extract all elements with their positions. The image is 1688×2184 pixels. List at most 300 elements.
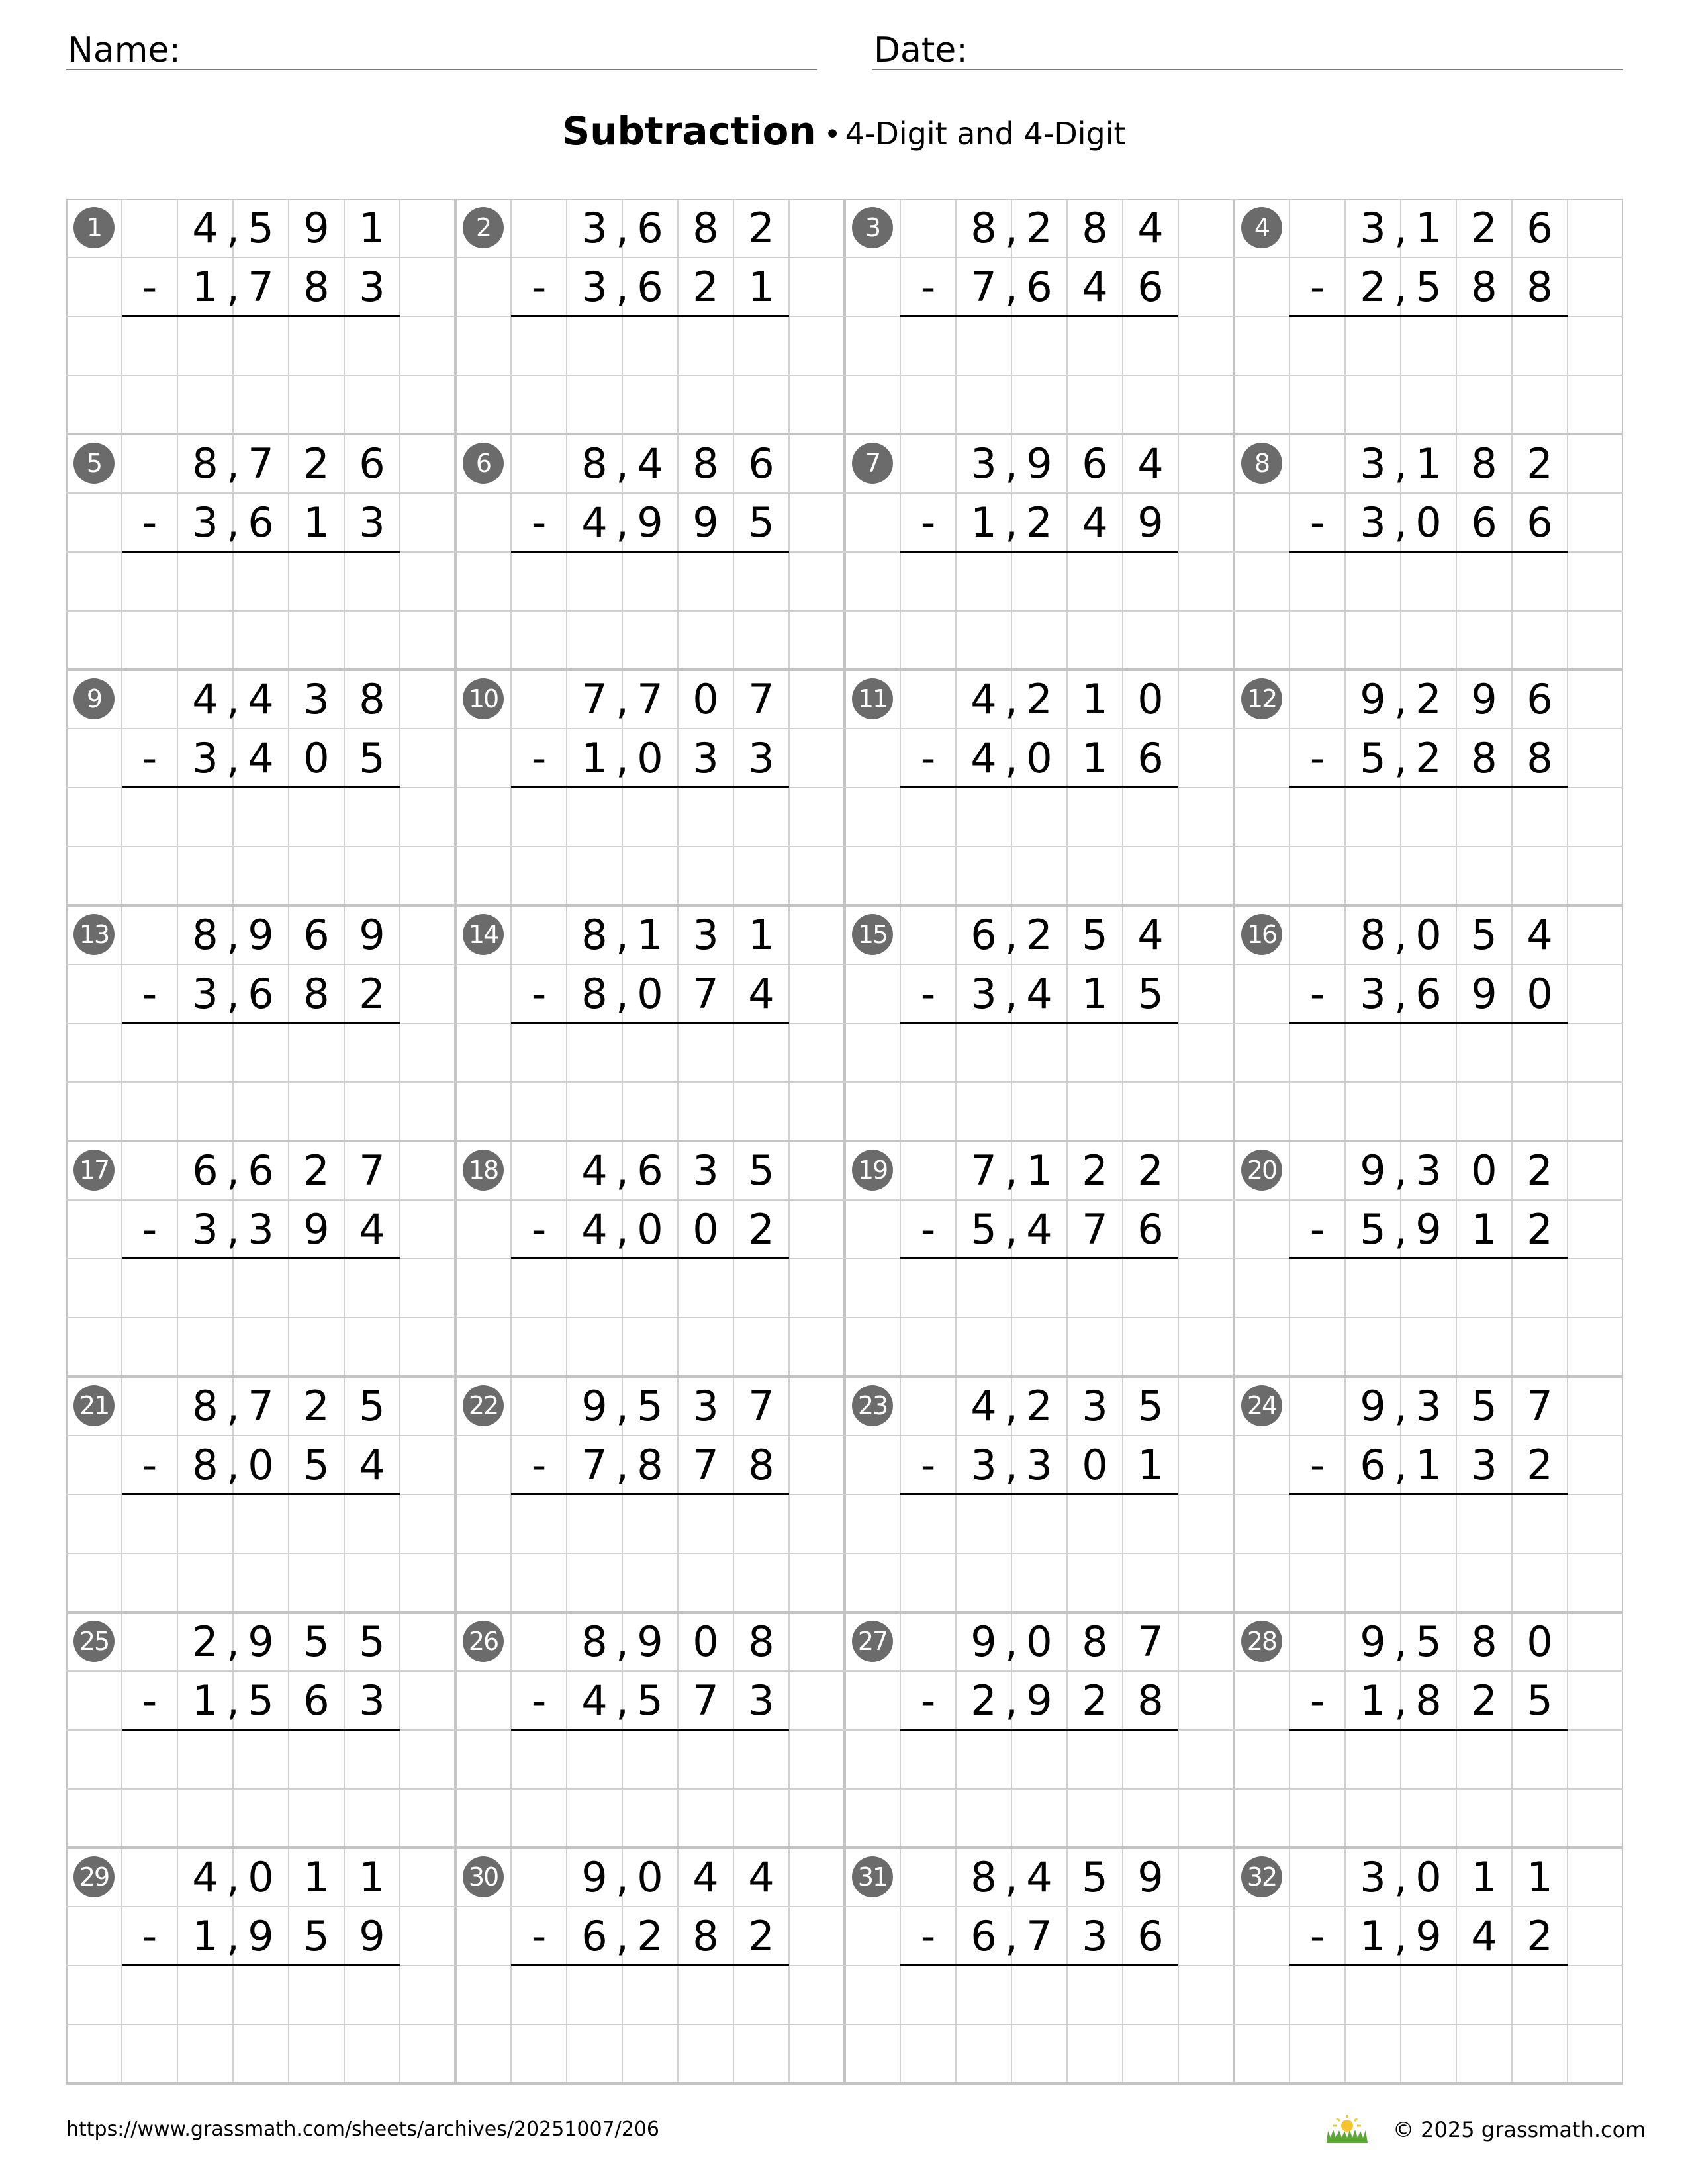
subtrahend-digit: 3 — [359, 1676, 385, 1725]
subtrahend-digit: 8 — [1415, 1676, 1442, 1725]
subtrahend-digit: 3 — [1360, 970, 1386, 1018]
subtrahend-digit: 4 — [581, 1205, 608, 1253]
minuend-digit: 4 — [637, 439, 663, 488]
minuend-digit: 6 — [248, 1146, 274, 1195]
minus-operator: - — [920, 734, 936, 782]
minuend-digit: 3 — [1360, 439, 1386, 488]
minuend-digit: 6 — [1082, 439, 1108, 488]
problem-number-badge: 14 — [463, 914, 504, 955]
problem-number-badge: 29 — [73, 1856, 115, 1897]
subtrahend-digit: 5 — [303, 1912, 330, 1960]
answer-line — [900, 1022, 1178, 1024]
answer-line — [511, 1964, 789, 1966]
minuend-digit: 9 — [1360, 1382, 1386, 1430]
minuend-digit: 7 — [248, 1382, 274, 1430]
subtrahend-comma: , — [226, 1441, 240, 1489]
minuend-comma: , — [1005, 675, 1018, 723]
problem-number-badge: 6 — [463, 443, 504, 484]
minuend-digit: 5 — [748, 1146, 774, 1195]
subtrahend-digit: 3 — [1471, 1441, 1497, 1489]
minuend-digit: 0 — [637, 1853, 663, 1901]
worksheet-title — [0, 105, 1688, 161]
minuend-digit: 6 — [1526, 675, 1553, 723]
subtrahend-digit: 6 — [1471, 498, 1497, 547]
subtrahend-digit: 3 — [1360, 498, 1386, 547]
subtrahend-digit: 1 — [303, 498, 330, 547]
subtrahend-digit: 3 — [748, 734, 774, 782]
minuend-comma: , — [226, 675, 240, 723]
subtrahend-digit: 9 — [1026, 1676, 1053, 1725]
minuend-digit: 9 — [1137, 1853, 1164, 1901]
minus-operator: - — [920, 970, 936, 1018]
minus-operator: - — [142, 1205, 158, 1253]
minuend-digit: 6 — [192, 1146, 218, 1195]
title-subtitle: 4-Digit and 4-Digit — [845, 116, 1126, 152]
answer-line — [511, 1022, 789, 1024]
subtrahend-comma: , — [226, 1676, 240, 1725]
minuend-digit: 9 — [637, 1617, 663, 1666]
subtrahend-digit: 8 — [1471, 734, 1497, 782]
subtrahend-digit: 9 — [1137, 498, 1164, 547]
subtrahend-digit: 1 — [748, 263, 774, 311]
subtrahend-comma: , — [1394, 1441, 1407, 1489]
minuend-comma: , — [616, 1853, 629, 1901]
subtrahend-digit: 8 — [192, 1441, 218, 1489]
subtrahend-digit: 9 — [1415, 1205, 1442, 1253]
minuend-digit: 4 — [1137, 439, 1164, 488]
subtrahend-digit: 6 — [248, 970, 274, 1018]
minus-operator: - — [1309, 263, 1325, 311]
minuend-digit: 1 — [1026, 1146, 1053, 1195]
minuend-digit: 2 — [303, 1382, 330, 1430]
subtrahend-digit: 1 — [1415, 1441, 1442, 1489]
subtrahend-digit: 9 — [692, 498, 719, 547]
answer-line — [1289, 786, 1568, 788]
answer-line — [900, 551, 1178, 553]
subtrahend-digit: 2 — [1360, 263, 1386, 311]
minuend-digit: 7 — [359, 1146, 385, 1195]
problem-number-badge: 13 — [73, 914, 115, 955]
minus-operator: - — [531, 1912, 547, 1960]
minus-operator: - — [1309, 1676, 1325, 1725]
minuend-digit: 0 — [1415, 1853, 1442, 1901]
subtrahend-digit: 5 — [303, 1441, 330, 1489]
minus-operator: - — [1309, 970, 1325, 1018]
subtrahend-digit: 4 — [359, 1441, 385, 1489]
subtrahend-digit: 1 — [970, 498, 997, 547]
subtrahend-comma: , — [1005, 1912, 1018, 1960]
minuend-comma: , — [226, 439, 240, 488]
minuend-digit: 9 — [359, 911, 385, 959]
subtrahend-digit: 1 — [1082, 734, 1108, 782]
title-main: Subtraction — [562, 109, 816, 154]
minuend-comma: , — [226, 1617, 240, 1666]
problem-number-badge: 12 — [1241, 678, 1282, 719]
minuend-digit: 1 — [748, 911, 774, 959]
answer-line — [122, 1493, 400, 1495]
subtrahend-digit: 2 — [637, 1912, 663, 1960]
subtrahend-comma: , — [1394, 498, 1407, 547]
subtrahend-comma: , — [616, 970, 629, 1018]
subtrahend-digit: 7 — [581, 1441, 608, 1489]
minuend-digit: 5 — [359, 1617, 385, 1666]
minuend-digit: 0 — [692, 675, 719, 723]
minuend-comma: , — [1394, 1617, 1407, 1666]
minuend-digit: 1 — [1526, 1853, 1553, 1901]
footer-copyright: © 2025 grassmath.com — [1393, 2117, 1646, 2142]
minuend-digit: 5 — [1082, 911, 1108, 959]
minuend-digit: 5 — [1471, 911, 1497, 959]
minuend-digit: 1 — [1082, 675, 1108, 723]
problem-number-badge: 22 — [463, 1385, 504, 1426]
minuend-digit: 7 — [1137, 1617, 1164, 1666]
subtrahend-digit: 9 — [1415, 1912, 1442, 1960]
minuend-digit: 4 — [581, 1146, 608, 1195]
minuend-digit: 8 — [581, 439, 608, 488]
minuend-digit: 4 — [248, 675, 274, 723]
minuend-digit: 5 — [1471, 1382, 1497, 1430]
minuend-comma: , — [226, 1853, 240, 1901]
subtrahend-digit: 3 — [192, 1205, 218, 1253]
footer-url: https://www.grassmath.com/sheets/archives/20251007/206 — [66, 2118, 660, 2141]
minuend-digit: 8 — [359, 675, 385, 723]
minuend-digit: 8 — [1082, 204, 1108, 252]
minuend-digit: 9 — [1471, 675, 1497, 723]
minuend-comma: , — [1005, 1853, 1018, 1901]
subtrahend-digit: 6 — [1137, 734, 1164, 782]
subtrahend-digit: 1 — [1360, 1676, 1386, 1725]
answer-line — [122, 1022, 400, 1024]
name-field[interactable] — [66, 23, 817, 70]
minuend-digit: 6 — [748, 439, 774, 488]
minuend-digit: 8 — [1471, 1617, 1497, 1666]
grassmath-logo-icon — [1324, 2113, 1370, 2144]
minus-operator: - — [142, 1676, 158, 1725]
minuend-digit: 5 — [1415, 1617, 1442, 1666]
answer-line — [122, 1729, 400, 1731]
minus-operator: - — [920, 1912, 936, 1960]
problem-number-badge: 21 — [73, 1385, 115, 1426]
minuend-digit: 5 — [359, 1382, 385, 1430]
minus-operator: - — [142, 1912, 158, 1960]
minuend-digit: 0 — [1137, 675, 1164, 723]
subtrahend-digit: 7 — [1082, 1205, 1108, 1253]
problem-number-badge: 15 — [852, 914, 893, 955]
subtrahend-digit: 8 — [692, 1912, 719, 1960]
minuend-digit: 2 — [192, 1617, 218, 1666]
subtrahend-digit: 4 — [970, 734, 997, 782]
problem-number-badge: 23 — [852, 1385, 893, 1426]
subtrahend-digit: 1 — [192, 1676, 218, 1725]
date-field[interactable] — [872, 23, 1623, 70]
minuend-digit: 2 — [1082, 1146, 1108, 1195]
minuend-digit: 2 — [303, 439, 330, 488]
minuend-digit: 0 — [1526, 1617, 1553, 1666]
minuend-digit: 6 — [1526, 204, 1553, 252]
subtrahend-digit: 8 — [581, 970, 608, 1018]
minuend-digit: 1 — [359, 204, 385, 252]
subtrahend-digit: 5 — [970, 1205, 997, 1253]
subtrahend-digit: 7 — [692, 1676, 719, 1725]
minuend-digit: 7 — [248, 439, 274, 488]
subtrahend-digit: 5 — [359, 734, 385, 782]
answer-line — [511, 315, 789, 317]
minuend-digit: 2 — [1026, 911, 1053, 959]
minus-operator: - — [920, 1205, 936, 1253]
subtrahend-digit: 3 — [970, 1441, 997, 1489]
subtrahend-digit: 2 — [1415, 734, 1442, 782]
minuend-digit: 5 — [637, 1382, 663, 1430]
answer-line — [1289, 551, 1568, 553]
subtrahend-digit: 0 — [1082, 1441, 1108, 1489]
minuend-digit: 6 — [637, 1146, 663, 1195]
subtrahend-comma: , — [1005, 734, 1018, 782]
minuend-digit: 9 — [970, 1617, 997, 1666]
subtrahend-digit: 4 — [359, 1205, 385, 1253]
subtrahend-digit: 5 — [1415, 263, 1442, 311]
subtrahend-comma: , — [226, 263, 240, 311]
minuend-digit: 1 — [637, 911, 663, 959]
subtrahend-digit: 1 — [1082, 970, 1108, 1018]
minuend-comma: , — [1005, 911, 1018, 959]
subtrahend-digit: 2 — [1026, 498, 1053, 547]
subtrahend-digit: 0 — [637, 734, 663, 782]
minuend-digit: 2 — [1026, 204, 1053, 252]
minuend-digit: 4 — [1026, 1853, 1053, 1901]
minuend-digit: 8 — [192, 911, 218, 959]
answer-line — [1289, 315, 1568, 317]
answer-line — [900, 1964, 1178, 1966]
subtrahend-digit: 8 — [1526, 263, 1553, 311]
minus-operator: - — [531, 1676, 547, 1725]
subtrahend-digit: 4 — [581, 1676, 608, 1725]
subtrahend-comma: , — [1394, 263, 1407, 311]
minus-operator: - — [1309, 1441, 1325, 1489]
minuend-digit: 7 — [637, 675, 663, 723]
minuend-digit: 4 — [970, 675, 997, 723]
minuend-digit: 4 — [1137, 204, 1164, 252]
subtrahend-digit: 2 — [1082, 1676, 1108, 1725]
subtrahend-digit: 7 — [970, 263, 997, 311]
answer-line — [511, 1493, 789, 1495]
answer-line — [511, 1257, 789, 1259]
subtrahend-digit: 2 — [748, 1912, 774, 1960]
problem-number-badge: 9 — [73, 678, 115, 719]
subtrahend-digit: 5 — [637, 1676, 663, 1725]
minuend-digit: 2 — [1471, 204, 1497, 252]
subtrahend-comma: , — [226, 970, 240, 1018]
subtrahend-digit: 6 — [1526, 498, 1553, 547]
subtrahend-comma: , — [1005, 263, 1018, 311]
subtrahend-digit: 0 — [1415, 498, 1442, 547]
problem-number-badge: 27 — [852, 1621, 893, 1662]
minuend-digit: 9 — [248, 911, 274, 959]
subtrahend-digit: 8 — [303, 970, 330, 1018]
minuend-digit: 4 — [192, 675, 218, 723]
problem-number-badge: 1 — [73, 207, 115, 248]
minuend-digit: 8 — [970, 204, 997, 252]
minuend-comma: , — [1005, 204, 1018, 252]
minuend-comma: , — [1394, 911, 1407, 959]
answer-line — [1289, 1729, 1568, 1731]
minuend-digit: 9 — [1360, 675, 1386, 723]
subtrahend-digit: 6 — [1137, 263, 1164, 311]
subtrahend-digit: 0 — [303, 734, 330, 782]
minuend-digit: 2 — [1137, 1146, 1164, 1195]
minus-operator: - — [531, 970, 547, 1018]
subtrahend-comma: , — [616, 1441, 629, 1489]
subtrahend-digit: 3 — [581, 263, 608, 311]
minuend-digit: 5 — [1137, 1382, 1164, 1430]
minuend-digit: 2 — [303, 1146, 330, 1195]
subtrahend-digit: 4 — [1026, 1205, 1053, 1253]
subtrahend-digit: 2 — [1471, 1676, 1497, 1725]
title-bullet: • — [823, 118, 841, 152]
subtrahend-comma: , — [1005, 1676, 1018, 1725]
subtrahend-digit: 6 — [637, 263, 663, 311]
subtrahend-comma: , — [1394, 1676, 1407, 1725]
subtrahend-digit: 3 — [1026, 1441, 1053, 1489]
minuend-digit: 3 — [1415, 1146, 1442, 1195]
minuend-digit: 7 — [970, 1146, 997, 1195]
problem-number-badge: 16 — [1241, 914, 1282, 955]
minuend-digit: 5 — [303, 1617, 330, 1666]
minuend-digit: 8 — [970, 1853, 997, 1901]
subtrahend-digit: 0 — [1026, 734, 1053, 782]
minuend-digit: 3 — [1082, 1382, 1108, 1430]
minuend-digit: 1 — [1471, 1853, 1497, 1901]
subtrahend-digit: 4 — [1082, 498, 1108, 547]
subtrahend-digit: 2 — [359, 970, 385, 1018]
minuend-comma: , — [616, 675, 629, 723]
minus-operator: - — [1309, 498, 1325, 547]
minuend-digit: 7 — [748, 1382, 774, 1430]
minuend-digit: 3 — [1415, 1382, 1442, 1430]
subtrahend-digit: 1 — [1471, 1205, 1497, 1253]
minuend-digit: 0 — [1471, 1146, 1497, 1195]
subtrahend-digit: 3 — [248, 1205, 274, 1253]
minus-operator: - — [1309, 734, 1325, 782]
minus-operator: - — [142, 1441, 158, 1489]
subtrahend-digit: 9 — [637, 498, 663, 547]
minuend-digit: 3 — [581, 204, 608, 252]
subtrahend-digit: 3 — [359, 498, 385, 547]
minus-operator: - — [531, 498, 547, 547]
minuend-comma: , — [1394, 439, 1407, 488]
minuend-digit: 2 — [1526, 1146, 1553, 1195]
subtrahend-digit: 8 — [1137, 1676, 1164, 1725]
minus-operator: - — [531, 1441, 547, 1489]
subtrahend-comma: , — [616, 734, 629, 782]
subtrahend-digit: 6 — [303, 1676, 330, 1725]
minuend-digit: 7 — [1526, 1382, 1553, 1430]
subtrahend-digit: 5 — [1137, 970, 1164, 1018]
minuend-digit: 1 — [359, 1853, 385, 1901]
subtrahend-digit: 3 — [692, 734, 719, 782]
minuend-digit: 3 — [692, 1146, 719, 1195]
subtrahend-digit: 3 — [1082, 1912, 1108, 1960]
subtrahend-comma: , — [616, 263, 629, 311]
subtrahend-digit: 4 — [1082, 263, 1108, 311]
answer-line — [122, 1964, 400, 1966]
subtrahend-comma: , — [1005, 1205, 1018, 1253]
name-label: Name: — [68, 30, 181, 70]
subtrahend-digit: 1 — [192, 263, 218, 311]
subtrahend-digit: 0 — [1526, 970, 1553, 1018]
minuend-comma: , — [1005, 1617, 1018, 1666]
minuend-digit: 8 — [192, 1382, 218, 1430]
minus-operator: - — [1309, 1205, 1325, 1253]
problem-number-badge: 17 — [73, 1150, 115, 1191]
subtrahend-digit: 1 — [192, 1912, 218, 1960]
minuend-digit: 8 — [1082, 1617, 1108, 1666]
minuend-digit: 3 — [303, 675, 330, 723]
minuend-digit: 8 — [192, 439, 218, 488]
subtrahend-digit: 9 — [248, 1912, 274, 1960]
minuend-digit: 6 — [303, 911, 330, 959]
minuend-comma: , — [616, 911, 629, 959]
subtrahend-digit: 3 — [192, 734, 218, 782]
minus-operator: - — [920, 498, 936, 547]
answer-line — [1289, 1022, 1568, 1024]
subtrahend-digit: 8 — [1471, 263, 1497, 311]
subtrahend-digit: 0 — [248, 1441, 274, 1489]
date-label: Date: — [874, 30, 968, 70]
minuend-comma: , — [226, 911, 240, 959]
subtrahend-comma: , — [1394, 734, 1407, 782]
minuend-comma: , — [616, 1617, 629, 1666]
subtrahend-comma: , — [1394, 1912, 1407, 1960]
subtrahend-comma: , — [616, 1205, 629, 1253]
minuend-digit: 2 — [1415, 675, 1442, 723]
subtrahend-digit: 3 — [970, 970, 997, 1018]
minuend-digit: 0 — [1415, 911, 1442, 959]
minus-operator: - — [531, 263, 547, 311]
answer-line — [511, 786, 789, 788]
problem-number-badge: 10 — [463, 678, 504, 719]
subtrahend-comma: , — [226, 1912, 240, 1960]
subtrahend-digit: 2 — [692, 263, 719, 311]
subtrahend-digit: 5 — [1360, 1205, 1386, 1253]
problem-number-badge: 28 — [1241, 1621, 1282, 1662]
minus-operator: - — [920, 263, 936, 311]
subtrahend-digit: 8 — [637, 1441, 663, 1489]
subtrahend-digit: 6 — [248, 498, 274, 547]
minuend-digit: 3 — [1360, 1853, 1386, 1901]
subtrahend-digit: 7 — [248, 263, 274, 311]
minuend-digit: 7 — [748, 675, 774, 723]
answer-line — [122, 786, 400, 788]
minuend-comma: , — [1394, 1853, 1407, 1901]
subtrahend-comma: , — [226, 498, 240, 547]
subtrahend-digit: 8 — [748, 1441, 774, 1489]
subtrahend-comma: , — [226, 1205, 240, 1253]
answer-line — [122, 315, 400, 317]
minuend-comma: , — [616, 439, 629, 488]
minuend-digit: 7 — [581, 675, 608, 723]
problem-number-badge: 4 — [1241, 207, 1282, 248]
minuend-comma: , — [1394, 675, 1407, 723]
problem-number-badge: 5 — [73, 443, 115, 484]
answer-line — [1289, 1257, 1568, 1259]
subtrahend-digit: 0 — [637, 1205, 663, 1253]
subtrahend-digit: 3 — [192, 498, 218, 547]
problem-number-badge: 2 — [463, 207, 504, 248]
problem-number-badge: 20 — [1241, 1150, 1282, 1191]
subtrahend-digit: 3 — [748, 1676, 774, 1725]
minuend-digit: 1 — [1415, 204, 1442, 252]
minuend-digit: 2 — [1526, 439, 1553, 488]
